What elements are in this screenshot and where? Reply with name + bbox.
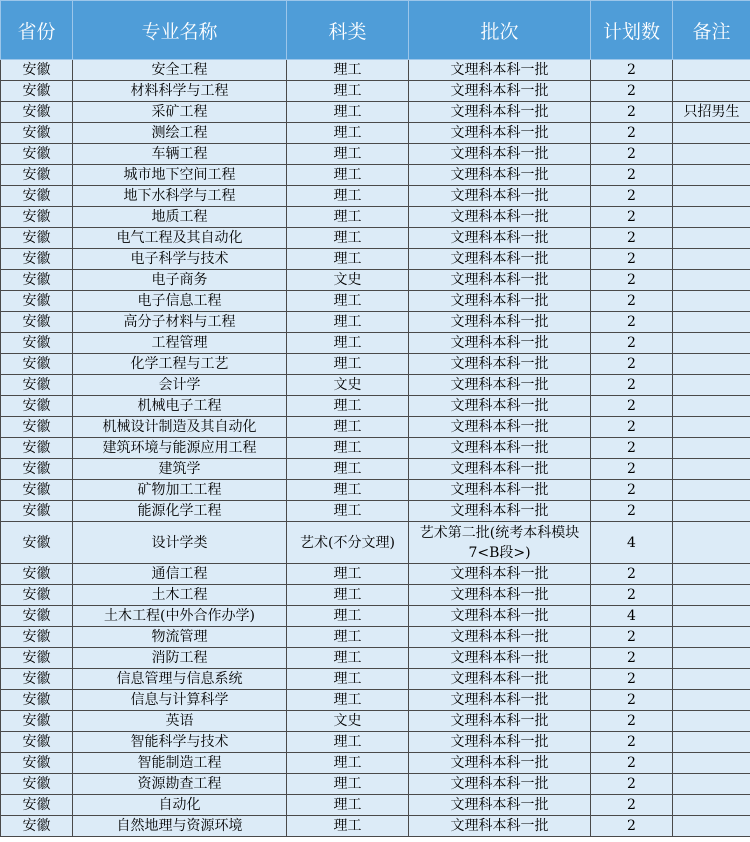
cell-province: 安徽	[1, 312, 73, 333]
cell-count: 2	[591, 354, 673, 375]
cell-category: 理工	[287, 753, 409, 774]
cell-note	[673, 522, 750, 564]
cell-batch: 文理科本科一批	[409, 606, 591, 627]
table-row	[1, 228, 750, 249]
cell-note	[673, 333, 750, 354]
cell-note	[673, 627, 750, 648]
cell-category: 理工	[287, 144, 409, 165]
header-province: 省份	[1, 1, 73, 60]
cell-category: 理工	[287, 690, 409, 711]
cell-major: 高分子材料与工程	[73, 312, 287, 333]
cell-count: 2	[591, 564, 673, 585]
header-note: 备注	[673, 1, 750, 60]
cell-batch: 文理科本科一批	[409, 270, 591, 291]
table-row	[1, 186, 750, 207]
table-row	[1, 795, 750, 816]
cell-category: 理工	[287, 606, 409, 627]
cell-batch: 文理科本科一批	[409, 648, 591, 669]
cell-major: 地质工程	[73, 207, 287, 228]
cell-note	[673, 417, 750, 438]
cell-major: 机械电子工程	[73, 396, 287, 417]
cell-batch: 文理科本科一批	[409, 291, 591, 312]
table-row	[1, 291, 750, 312]
cell-category: 理工	[287, 207, 409, 228]
table-row	[1, 60, 750, 81]
cell-major: 安全工程	[73, 60, 287, 81]
cell-note: 只招男生	[673, 102, 750, 123]
cell-province: 安徽	[1, 249, 73, 270]
cell-province: 安徽	[1, 690, 73, 711]
cell-note	[673, 753, 750, 774]
cell-province: 安徽	[1, 228, 73, 249]
cell-province: 安徽	[1, 207, 73, 228]
cell-province: 安徽	[1, 144, 73, 165]
cell-count: 2	[591, 186, 673, 207]
cell-count: 2	[591, 144, 673, 165]
cell-count: 2	[591, 165, 673, 186]
cell-batch: 文理科本科一批	[409, 501, 591, 522]
cell-count: 2	[591, 501, 673, 522]
table-row	[1, 375, 750, 396]
cell-count: 2	[591, 627, 673, 648]
cell-major: 建筑环境与能源应用工程	[73, 438, 287, 459]
cell-category: 文史	[287, 375, 409, 396]
cell-count: 2	[591, 816, 673, 837]
cell-major: 能源化学工程	[73, 501, 287, 522]
header-row	[1, 1, 750, 60]
cell-batch: 艺术第二批(统考本科模块7<B段>)	[409, 522, 591, 564]
cell-category: 理工	[287, 564, 409, 585]
cell-batch: 文理科本科一批	[409, 354, 591, 375]
cell-province: 安徽	[1, 396, 73, 417]
table-row	[1, 690, 750, 711]
cell-count: 4	[591, 606, 673, 627]
cell-batch: 文理科本科一批	[409, 627, 591, 648]
cell-note	[673, 669, 750, 690]
cell-major: 电气工程及其自动化	[73, 228, 287, 249]
cell-major: 土木工程(中外合作办学)	[73, 606, 287, 627]
cell-count: 2	[591, 207, 673, 228]
cell-note	[673, 795, 750, 816]
cell-count: 4	[591, 522, 673, 564]
table-row	[1, 564, 750, 585]
cell-count: 2	[591, 228, 673, 249]
cell-major: 信息管理与信息系统	[73, 669, 287, 690]
cell-category: 理工	[287, 417, 409, 438]
cell-province: 安徽	[1, 60, 73, 81]
cell-category: 理工	[287, 816, 409, 837]
cell-province: 安徽	[1, 501, 73, 522]
cell-category: 理工	[287, 354, 409, 375]
table-row	[1, 459, 750, 480]
cell-batch: 文理科本科一批	[409, 459, 591, 480]
cell-category: 理工	[287, 60, 409, 81]
cell-province: 安徽	[1, 585, 73, 606]
cell-batch: 文理科本科一批	[409, 417, 591, 438]
cell-note	[673, 60, 750, 81]
cell-note	[673, 480, 750, 501]
cell-major: 建筑学	[73, 459, 287, 480]
cell-major: 通信工程	[73, 564, 287, 585]
cell-category: 艺术(不分文理)	[287, 522, 409, 564]
cell-major: 矿物加工工程	[73, 480, 287, 501]
cell-note	[673, 564, 750, 585]
table-row	[1, 123, 750, 144]
cell-note	[673, 165, 750, 186]
cell-category: 理工	[287, 396, 409, 417]
table-header	[1, 1, 750, 60]
cell-batch: 文理科本科一批	[409, 81, 591, 102]
cell-note	[673, 774, 750, 795]
cell-count: 2	[591, 711, 673, 732]
cell-category: 理工	[287, 501, 409, 522]
cell-province: 安徽	[1, 81, 73, 102]
header-batch: 批次	[409, 1, 591, 60]
cell-count: 2	[591, 669, 673, 690]
cell-count: 2	[591, 438, 673, 459]
cell-province: 安徽	[1, 732, 73, 753]
cell-note	[673, 270, 750, 291]
cell-major: 土木工程	[73, 585, 287, 606]
cell-major: 自动化	[73, 795, 287, 816]
cell-batch: 文理科本科一批	[409, 396, 591, 417]
cell-province: 安徽	[1, 816, 73, 837]
cell-note	[673, 207, 750, 228]
cell-category: 理工	[287, 333, 409, 354]
cell-major: 智能制造工程	[73, 753, 287, 774]
cell-major: 化学工程与工艺	[73, 354, 287, 375]
header-count: 计划数	[591, 1, 673, 60]
cell-batch: 文理科本科一批	[409, 564, 591, 585]
cell-province: 安徽	[1, 333, 73, 354]
cell-category: 理工	[287, 669, 409, 690]
cell-batch: 文理科本科一批	[409, 165, 591, 186]
cell-major: 信息与计算科学	[73, 690, 287, 711]
cell-batch: 文理科本科一批	[409, 333, 591, 354]
cell-note	[673, 648, 750, 669]
cell-batch: 文理科本科一批	[409, 207, 591, 228]
cell-category: 理工	[287, 102, 409, 123]
cell-count: 2	[591, 648, 673, 669]
cell-note	[673, 186, 750, 207]
cell-batch: 文理科本科一批	[409, 249, 591, 270]
cell-category: 理工	[287, 648, 409, 669]
cell-province: 安徽	[1, 564, 73, 585]
table-row	[1, 438, 750, 459]
cell-note	[673, 354, 750, 375]
cell-note	[673, 501, 750, 522]
cell-note	[673, 585, 750, 606]
cell-count: 2	[591, 375, 673, 396]
cell-province: 安徽	[1, 270, 73, 291]
table-row	[1, 648, 750, 669]
cell-batch: 文理科本科一批	[409, 228, 591, 249]
cell-category: 理工	[287, 228, 409, 249]
cell-count: 2	[591, 753, 673, 774]
table-body	[1, 60, 750, 837]
cell-major: 物流管理	[73, 627, 287, 648]
cell-category: 理工	[287, 585, 409, 606]
cell-note	[673, 459, 750, 480]
cell-province: 安徽	[1, 459, 73, 480]
cell-category: 理工	[287, 123, 409, 144]
cell-count: 2	[591, 123, 673, 144]
cell-batch: 文理科本科一批	[409, 795, 591, 816]
cell-province: 安徽	[1, 669, 73, 690]
table-row	[1, 501, 750, 522]
cell-province: 安徽	[1, 438, 73, 459]
cell-province: 安徽	[1, 774, 73, 795]
cell-note	[673, 816, 750, 837]
cell-category: 理工	[287, 312, 409, 333]
cell-note	[673, 438, 750, 459]
cell-category: 理工	[287, 291, 409, 312]
cell-province: 安徽	[1, 186, 73, 207]
table-row	[1, 165, 750, 186]
cell-category: 理工	[287, 186, 409, 207]
cell-note	[673, 375, 750, 396]
cell-count: 2	[591, 102, 673, 123]
table-row	[1, 249, 750, 270]
cell-major: 车辆工程	[73, 144, 287, 165]
cell-count: 2	[591, 774, 673, 795]
cell-count: 2	[591, 81, 673, 102]
cell-category: 理工	[287, 81, 409, 102]
cell-province: 安徽	[1, 795, 73, 816]
table-row	[1, 606, 750, 627]
cell-major: 城市地下空间工程	[73, 165, 287, 186]
header-major: 专业名称	[73, 1, 287, 60]
table-row	[1, 732, 750, 753]
cell-count: 2	[591, 396, 673, 417]
cell-count: 2	[591, 270, 673, 291]
cell-count: 2	[591, 312, 673, 333]
cell-major: 采矿工程	[73, 102, 287, 123]
table-row	[1, 669, 750, 690]
table-row	[1, 585, 750, 606]
cell-note	[673, 144, 750, 165]
cell-batch: 文理科本科一批	[409, 186, 591, 207]
cell-major: 电子科学与技术	[73, 249, 287, 270]
cell-province: 安徽	[1, 354, 73, 375]
table-row	[1, 333, 750, 354]
cell-batch: 文理科本科一批	[409, 585, 591, 606]
cell-note	[673, 81, 750, 102]
cell-note	[673, 732, 750, 753]
cell-count: 2	[591, 291, 673, 312]
table-row	[1, 417, 750, 438]
cell-count: 2	[591, 480, 673, 501]
cell-category: 理工	[287, 459, 409, 480]
cell-batch: 文理科本科一批	[409, 102, 591, 123]
cell-batch: 文理科本科一批	[409, 123, 591, 144]
cell-category: 理工	[287, 165, 409, 186]
cell-count: 2	[591, 690, 673, 711]
table-row	[1, 816, 750, 837]
cell-note	[673, 711, 750, 732]
cell-category: 理工	[287, 627, 409, 648]
table-row	[1, 774, 750, 795]
cell-category: 理工	[287, 774, 409, 795]
cell-major: 地下水科学与工程	[73, 186, 287, 207]
header-category: 科类	[287, 1, 409, 60]
cell-batch: 文理科本科一批	[409, 690, 591, 711]
cell-batch: 文理科本科一批	[409, 438, 591, 459]
cell-province: 安徽	[1, 123, 73, 144]
cell-major: 电子商务	[73, 270, 287, 291]
cell-count: 2	[591, 333, 673, 354]
cell-major: 资源勘查工程	[73, 774, 287, 795]
cell-batch: 文理科本科一批	[409, 375, 591, 396]
cell-count: 2	[591, 585, 673, 606]
cell-province: 安徽	[1, 711, 73, 732]
cell-major: 机械设计制造及其自动化	[73, 417, 287, 438]
table-row	[1, 81, 750, 102]
cell-category: 理工	[287, 480, 409, 501]
cell-note	[673, 606, 750, 627]
cell-major: 工程管理	[73, 333, 287, 354]
cell-batch: 文理科本科一批	[409, 816, 591, 837]
cell-note	[673, 690, 750, 711]
cell-count: 2	[591, 60, 673, 81]
cell-major: 设计学类	[73, 522, 287, 564]
table-row	[1, 144, 750, 165]
table-row	[1, 102, 750, 123]
cell-province: 安徽	[1, 417, 73, 438]
cell-province: 安徽	[1, 375, 73, 396]
table-row	[1, 522, 750, 564]
cell-batch: 文理科本科一批	[409, 480, 591, 501]
cell-note	[673, 249, 750, 270]
table-row	[1, 396, 750, 417]
table-row	[1, 207, 750, 228]
cell-major: 会计学	[73, 375, 287, 396]
cell-batch: 文理科本科一批	[409, 312, 591, 333]
cell-province: 安徽	[1, 753, 73, 774]
cell-note	[673, 228, 750, 249]
cell-batch: 文理科本科一批	[409, 753, 591, 774]
table-row	[1, 627, 750, 648]
cell-category: 理工	[287, 795, 409, 816]
cell-note	[673, 312, 750, 333]
cell-count: 2	[591, 732, 673, 753]
cell-batch: 文理科本科一批	[409, 669, 591, 690]
table-row	[1, 480, 750, 501]
cell-note	[673, 123, 750, 144]
cell-category: 理工	[287, 732, 409, 753]
cell-province: 安徽	[1, 291, 73, 312]
table-row	[1, 312, 750, 333]
table-row	[1, 711, 750, 732]
cell-batch: 文理科本科一批	[409, 732, 591, 753]
cell-major: 测绘工程	[73, 123, 287, 144]
cell-batch: 文理科本科一批	[409, 711, 591, 732]
cell-batch: 文理科本科一批	[409, 144, 591, 165]
cell-province: 安徽	[1, 648, 73, 669]
cell-note	[673, 396, 750, 417]
cell-province: 安徽	[1, 480, 73, 501]
cell-major: 自然地理与资源环境	[73, 816, 287, 837]
cell-count: 2	[591, 795, 673, 816]
cell-category: 理工	[287, 438, 409, 459]
table-row	[1, 270, 750, 291]
table-row	[1, 753, 750, 774]
cell-major: 英语	[73, 711, 287, 732]
cell-province: 安徽	[1, 606, 73, 627]
cell-province: 安徽	[1, 627, 73, 648]
cell-count: 2	[591, 417, 673, 438]
cell-count: 2	[591, 459, 673, 480]
cell-province: 安徽	[1, 522, 73, 564]
cell-batch: 文理科本科一批	[409, 60, 591, 81]
cell-batch: 文理科本科一批	[409, 774, 591, 795]
cell-category: 文史	[287, 270, 409, 291]
cell-province: 安徽	[1, 165, 73, 186]
cell-major: 材料科学与工程	[73, 81, 287, 102]
cell-category: 理工	[287, 249, 409, 270]
cell-major: 电子信息工程	[73, 291, 287, 312]
cell-province: 安徽	[1, 102, 73, 123]
cell-category: 文史	[287, 711, 409, 732]
cell-note	[673, 291, 750, 312]
table-row	[1, 354, 750, 375]
cell-major: 消防工程	[73, 648, 287, 669]
cell-major: 智能科学与技术	[73, 732, 287, 753]
cell-count: 2	[591, 249, 673, 270]
